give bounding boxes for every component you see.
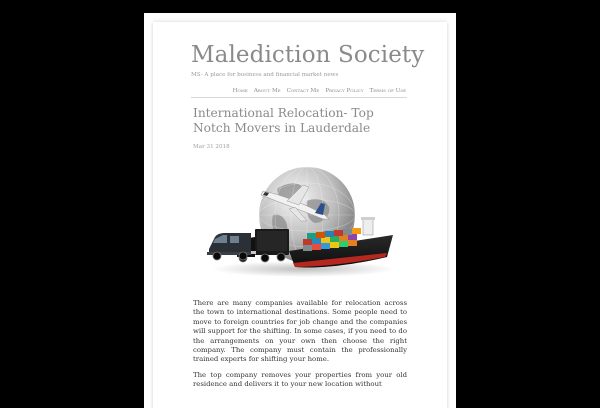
post-title[interactable]: International Relocation- Top Notch Movers in Lauderdale: [193, 106, 374, 135]
site-description: MS- A place for business and financial market news: [191, 72, 339, 78]
main-nav: [233, 88, 406, 94]
nav-divider: [191, 97, 407, 98]
post-featured-image: [203, 157, 403, 282]
content-area: [153, 22, 447, 408]
nav-terms-of-use[interactable]: Terms of Use: [369, 88, 406, 94]
nav-home[interactable]: Home: [232, 88, 248, 94]
site-title[interactable]: Malediction Society: [191, 42, 425, 68]
post-paragraph: There are many companies available for relocation across the town to international destinations. Some people need to move to foreign countries for job change and the companies will support for the shifting. In some cases, if you need to do the arrangements on your own then choose the right company. The company must contain the professionally trained experts for shifting your home.: [193, 299, 407, 364]
nav-about-me[interactable]: About Me: [253, 88, 281, 94]
nav-contact-me[interactable]: Contact Me: [286, 88, 320, 94]
page-container: [144, 13, 456, 408]
nav-privacy-policy[interactable]: Privacy Policy: [325, 88, 364, 94]
post-date: Mar 31 2018: [193, 144, 230, 150]
post-body: [193, 299, 407, 396]
post-paragraph: The top company removes your properties from your old residence and delivers it to your new location without: [193, 370, 407, 389]
van-icon: [207, 233, 251, 260]
